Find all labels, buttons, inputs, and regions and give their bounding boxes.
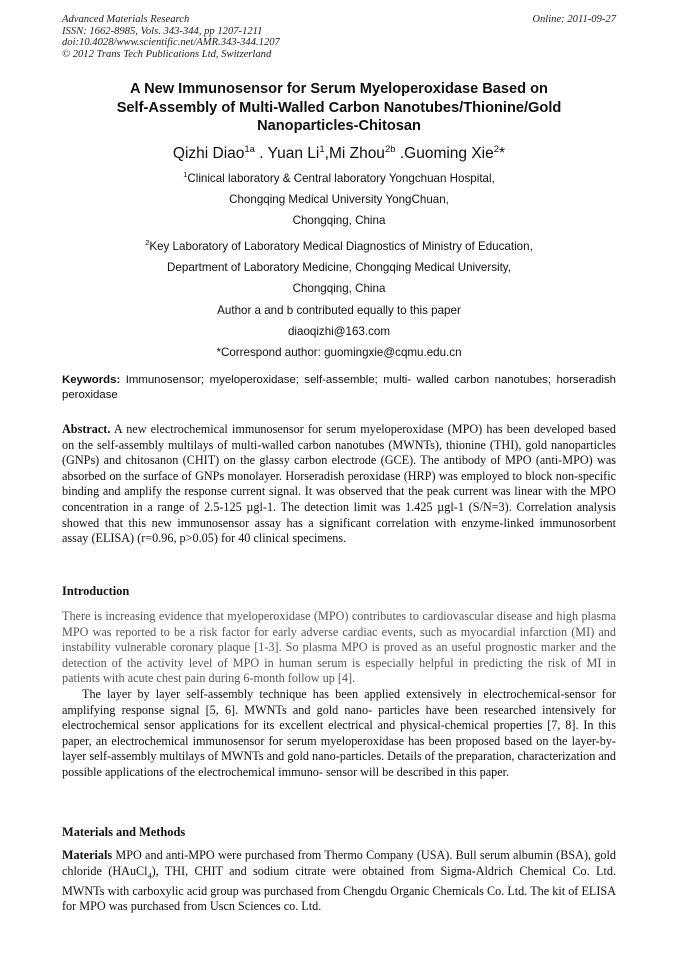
journal-name: Advanced Materials Research [62, 14, 190, 25]
keywords-text: Immunosensor; myeloperoxidase; self-assemble; multi- walled carbon nanotubes; horseradish peroxidase [62, 374, 616, 401]
corresponding-author: *Correspond author: guomingxie@cqmu.edu.cn [216, 346, 462, 360]
paragraph: The layer by layer self-assembly technique has been applied extensively in electrochemical-sensor for amplifying response signal [5, 6]. MWNTs and gold nano- particles have been researched intensively for electrochemical sensor applications for its excellent electrical and physical-chemical properties [7, 8]. In this paper, an electrochemical immunosensor for serum myeloperoxidase has been proposed based on the layer-by-layer self-assembly multilays of MWNTs and gold nano-particles. Details of the preparation, characterization and possible applications of the electrochemical immuno- sensor will be described in this paper. [62, 686, 616, 779]
methods-heading: Materials and Methods [62, 825, 186, 839]
materials-text: ), THI, CHIT and sodium citrate were obtained from Sigma-Aldrich Chemical Co. Ltd. MWNTs with carboxylic acid group was purchased from Chengdu Organic Chemicals Co. Ltd. The kit of ELISA for MPO was purchased from Uscn Sciences co. Ltd. [62, 863, 616, 914]
title-line: A New Immunosensor for Serum Myeloperoxidase Based on [130, 81, 548, 97]
title-line: Nanoparticles-Chitosan [257, 118, 421, 134]
affiliation-line [60, 164, 618, 189]
copyright-line: © 2012 Trans Tech Publications Ltd, Switzerland [62, 48, 272, 60]
author-list [60, 140, 618, 164]
author-name: Yuan Li [267, 145, 320, 163]
affiliation-sup: 1 [183, 170, 188, 179]
keywords-label: Keywords: [62, 374, 121, 386]
issn-line: ISSN: 1662-8985, Vols. 343-344, pp 1207-1211 [62, 25, 263, 37]
corresponding-star: * [499, 145, 506, 163]
abstract-label: Abstract. [62, 422, 111, 436]
materials-paragraph [62, 848, 616, 915]
author-sup: 1a [244, 144, 255, 155]
abstract [62, 422, 616, 547]
affiliation-text: Clinical laboratory & Central laboratory Yongchuan Hospital, [187, 171, 495, 185]
paragraph: There is increasing evidence that myeloperoxidase (MPO) contributes to cardiovascular disease and high plasma MPO was reported to be a risk factor for early adverse cardiac events, such as myocardial infarction (MI) and instability vulnerable coronary plaque [1-3]. So plasma MPO is proved as an useful prognostic marker and the detection of the activity level of MPO in human serum is especially helpful in predicting the risk of MI in patients with acute chest pain during 6-month follow up [4]. [62, 609, 616, 686]
affiliations [60, 164, 618, 363]
author-separator: . [395, 145, 405, 163]
affiliation-line: Chongqing, China [292, 214, 386, 228]
keywords [62, 373, 616, 403]
doi-line: doi:10.4028/www.scientific.net/AMR.343-344.1207 [62, 37, 280, 49]
materials-text: MPO and anti-MPO were purchased from Thermo Company (USA). Bull serum albumin (BSA), gold chloride (HAuCl [62, 848, 616, 878]
materials-label: Materials [62, 848, 113, 862]
journal-header [62, 14, 616, 60]
introduction-heading: Introduction [62, 584, 130, 598]
affiliation-line: Department of Laboratory Medicine, Chongqing Medical University, [167, 260, 511, 274]
affiliation-text: Key Laboratory of Laboratory Medical Diagnostics of Ministry of Education, [149, 239, 533, 253]
author-separator: , [324, 145, 329, 163]
subscript: 4 [147, 871, 152, 881]
author-name: Mi Zhou [328, 145, 385, 163]
paper-title [60, 80, 618, 136]
introduction-body [62, 609, 616, 781]
abstract-text: A new electrochemical immunosensor for serum myeloperoxidase (MPO) has been developed based on the self-assembly multilays of multi-walled carbon nanotubes (MWNTs), thionine (THI), gold nanoparticles (GNPs) and chitosanon (CHIT) on the glassy carbon electrode (GCE). The antibody of MPO (anti-MPO) was absorbed on the surface of GNPs monolayer. Horseradish peroxidase (HRP) was employed to block non-specific binding and amplify the response current signal. It was observed that the peak current was linear with the MPO concentration in a range of 2.5-125 µgl-1. The detection limit was 1.425 µgl-1 (S/N=3). Correlation analysis showed that this new immunosensor assay has a significant correlation with enzyme-linked immunosorbent assay (ELISA) (r=0.96, p>0.05) for 40 clinical specimens. [62, 422, 616, 546]
author-sup: 2b [384, 144, 396, 155]
affiliation-line: Chongqing Medical University YongChuan, [229, 193, 449, 207]
author-name: Qizhi Diao [172, 145, 245, 163]
contribution-note: Author a and b contributed equally to this paper [217, 303, 461, 317]
title-line: Self-Assembly of Multi-Walled Carbon Nanotubes/Thionine/Gold [116, 99, 562, 116]
affiliation-line: Chongqing, China [292, 282, 386, 296]
online-date: Online: 2011-09-27 [532, 14, 616, 25]
author-sup: 1 [319, 144, 325, 155]
affiliation-sup: 2 [145, 237, 150, 247]
email: diaoqizhi@163.com [287, 324, 390, 338]
affiliation-line [60, 232, 618, 257]
author-separator: . [254, 145, 268, 163]
author-name: Guoming Xie [404, 145, 494, 163]
author-sup: 2 [493, 144, 500, 155]
